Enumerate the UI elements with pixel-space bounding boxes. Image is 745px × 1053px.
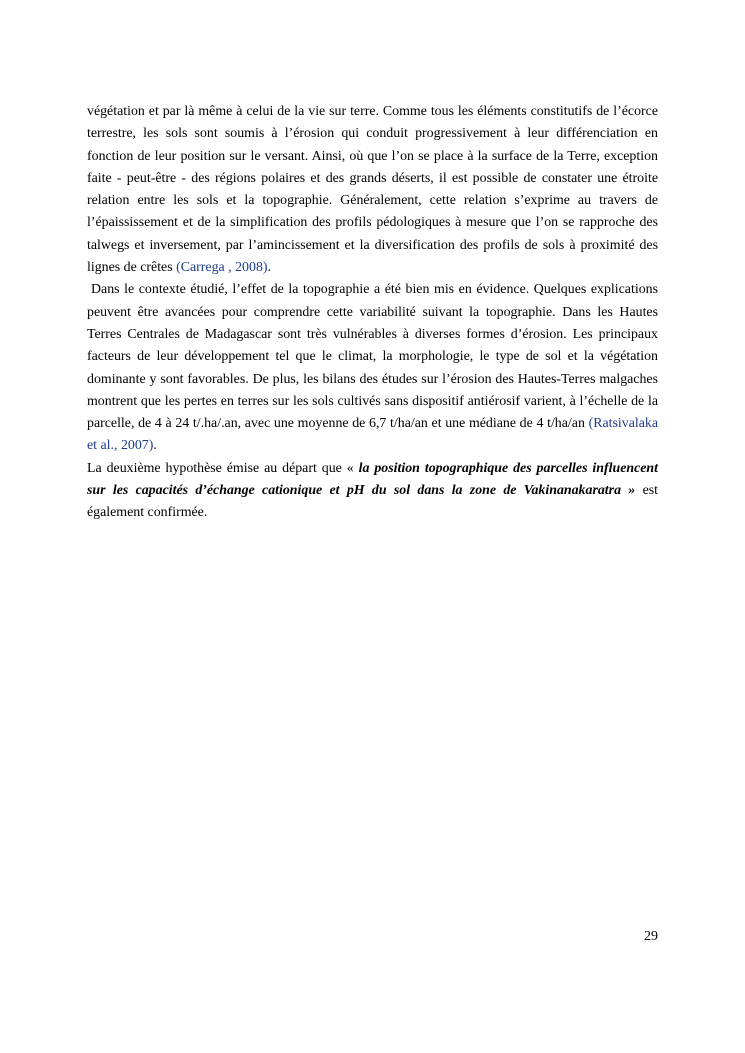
paragraph-text: végétation et par là même à celui de la vie sur terre. Comme tous les éléments constitutifs de l’écorce terrestre, les sols sont soumis à l’érosion qui conduit progressivement à leur différenciation en fonction de leur position sur le versant. Ainsi, où que l’on se place à la surface de la Terre, exception faite - peut-être - des régions polaires et des grands déserts, il est possible de constater une étroite relation entre les sols et la topographie. Généralement, cette relation s’exprime au travers de l’épaississement et de la simplification des profils pédologiques à mesure que l’on se rapproche des talwegs et inversement, par l’amincissement et la diversification des profils de sols à proximité des lignes de crêtes — [87, 104, 658, 276]
hypothesis-tail: est également confirmée. — [87, 483, 658, 521]
paragraph-end: . — [153, 438, 157, 454]
paragraph-study-context — [87, 279, 658, 457]
hypothesis-statement: la position topographique des parcelles influencent sur les capacités d’échange cationique et pH du sol dans la zone de Vakinanakaratra » — [87, 460, 659, 499]
page-number: 29 — [644, 929, 658, 944]
citation-ratsivalaka: (Ratsivalaka et al., 2007) — [87, 416, 658, 454]
paragraph-end: . — [267, 260, 272, 276]
paragraph-second-hypothesis — [87, 458, 658, 525]
citation-carrega: (Carrega , 2008) — [176, 260, 268, 276]
body-text — [87, 101, 658, 525]
paragraph-topography-soils — [87, 101, 658, 279]
hypothesis-lead: La deuxième hypothèse émise au départ que « — [87, 460, 359, 476]
paragraph-text: Dans le contexte étudié, l’effet de la topographie a été bien mis en évidence. Quelques explications peuvent être avancées pour comprendre cette variabilité suivant la topographie. Dans les Hautes Terres Centrales de Madagascar sont très vulnérables à diverses formes d’érosion. Les principaux facteurs de leur développement tel que le climat, la morphologie, le type de sol et la végétation dominante y sont favorables. De plus, les bilans des études sur l’érosion des Hautes-Terres malgaches montrent que les pertes en terres sur les sols cultivés sans dispositif antiérosif varient, à l’échelle de la parcelle, de 4 à 24 t/.ha/.an, avec une moyenne de 6,7 t/ha/an et une médiane de 4 t/ha/an — [87, 282, 658, 432]
